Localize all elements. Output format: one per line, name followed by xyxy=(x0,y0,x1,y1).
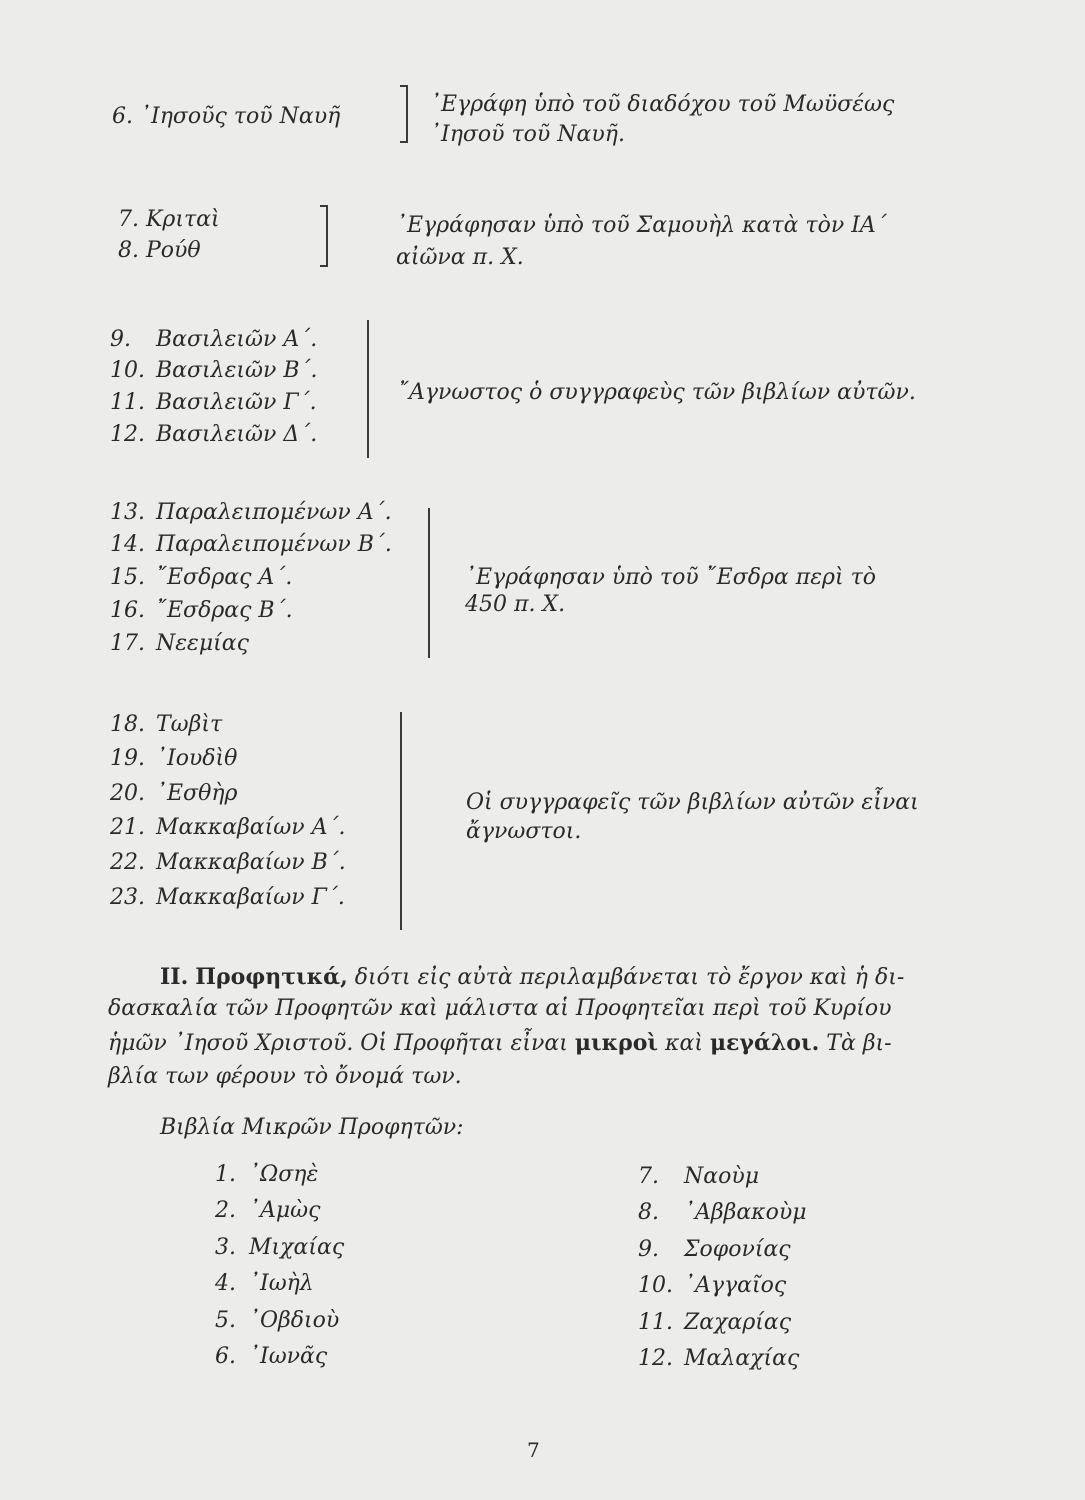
item-number: 14. xyxy=(110,532,145,557)
book-list-item xyxy=(110,565,292,591)
item-number: 12. xyxy=(638,1346,673,1371)
prophet-name: ᾿Αμὼς xyxy=(249,1198,321,1223)
section-numeral: ΙΙ. xyxy=(160,964,189,990)
item-number: 22. xyxy=(110,850,145,875)
prophet-list-item xyxy=(638,1310,791,1336)
book-list-item xyxy=(110,390,317,416)
item-number: 13. xyxy=(110,500,145,525)
book-list-item xyxy=(110,598,293,624)
prophet-name: Σοφονίας xyxy=(684,1237,791,1262)
group-note-line: 450 π. Χ. xyxy=(465,592,566,617)
prophet-list-item xyxy=(638,1346,799,1372)
prophet-list-item xyxy=(638,1200,807,1226)
item-title: Τωβὶτ xyxy=(156,712,223,737)
item-number: 12. xyxy=(110,422,145,447)
subheading: Βιβλία Μικρῶν Προφητῶν: xyxy=(160,1115,464,1140)
group-note-line: ἄγνωστοι. xyxy=(466,819,582,844)
item-title: Μακκαβαίων Β΄. xyxy=(156,850,346,875)
book-list-item xyxy=(110,746,237,772)
prophet-list-item xyxy=(215,1271,314,1297)
item-number: 15. xyxy=(110,565,145,590)
item-number: 18. xyxy=(110,712,145,737)
book-list-item xyxy=(110,712,222,738)
book-list-item xyxy=(110,500,392,526)
item-title: ᾿Εσθὴρ xyxy=(156,781,238,806)
prophet-name: Μιχαίας xyxy=(249,1235,345,1260)
item-number: 23. xyxy=(110,885,145,910)
book-list-item xyxy=(110,358,318,384)
group-note-line: ῎Αγνωστος ὁ συγγραφεὺς τῶν βιβλίων αὐτῶν. xyxy=(398,380,916,405)
item-title: Μακκαβαίων Α΄. xyxy=(156,815,346,840)
item-number: 3. xyxy=(215,1235,236,1260)
brace xyxy=(400,712,402,930)
item-number: 6. xyxy=(215,1344,236,1369)
emphasis-text: μικροὶ xyxy=(574,1030,659,1056)
brace xyxy=(428,508,430,658)
prophet-list-item xyxy=(215,1344,327,1370)
prophet-list-item xyxy=(215,1198,320,1224)
item-number: 1. xyxy=(215,1162,236,1187)
item-number: 4. xyxy=(215,1271,236,1296)
book-list-item xyxy=(118,238,201,264)
item-number: 11. xyxy=(110,390,145,415)
item-number: 7. xyxy=(118,207,139,232)
item-number: 11. xyxy=(638,1310,673,1335)
item-number: 2. xyxy=(215,1198,236,1223)
prophet-name: ᾿Οβδιοὺ xyxy=(249,1308,340,1333)
emphasis-text: μεγάλοι. xyxy=(709,1030,820,1056)
brace xyxy=(367,320,369,458)
item-number: 9. xyxy=(110,327,131,352)
prophet-list-item xyxy=(638,1273,786,1299)
book-list-item xyxy=(110,532,392,558)
book-list-item xyxy=(110,631,249,657)
group-note-line: ᾿Εγράφησαν ὑπὸ τοῦ Σαμουὴλ κατὰ τὸν ΙΑ΄ xyxy=(396,213,887,238)
item-number: 10. xyxy=(110,358,145,383)
group-note-line: Οἱ συγγραφεῖς τῶν βιβλίων αὐτῶν εἶναι xyxy=(466,790,919,815)
item-number: 7. xyxy=(638,1164,659,1189)
paragraph-text: δασκαλία τῶν Προφητῶν καὶ μάλιστα αἱ Προφητεῖαι περὶ τοῦ Κυρίου xyxy=(108,996,892,1021)
paragraph-line xyxy=(108,1030,892,1057)
item-title: Νεεμίας xyxy=(156,631,249,656)
prophet-list-item xyxy=(638,1237,791,1263)
group-note-line: ᾿Εγράφησαν ὑπὸ τοῦ ῎Εσδρα περὶ τὸ xyxy=(465,565,877,590)
paragraph-text: ἡμῶν ᾿Ιησοῦ Χριστοῦ. Οἱ Προφῆται εἶναι xyxy=(108,1031,568,1056)
section-heading-line xyxy=(160,964,904,991)
group-note-line: ᾿Εγράφη ὑπὸ τοῦ διαδόχου τοῦ Μωϋσέως xyxy=(430,92,895,117)
book-list-item xyxy=(110,327,317,353)
prophet-name: Ζαχαρίας xyxy=(684,1310,792,1335)
prophet-name: ᾿Ιωὴλ xyxy=(249,1271,314,1296)
item-title: ᾿Ιησοῦς τοῦ Ναυῆ xyxy=(140,104,341,129)
paragraph-text: Τὰ βι- xyxy=(826,1031,892,1056)
item-number: 16. xyxy=(110,598,145,623)
prophet-name: Μαλαχίας xyxy=(684,1346,800,1371)
prophet-name: ᾿Ιωνᾶς xyxy=(249,1344,328,1369)
book-list-item xyxy=(110,815,345,841)
prophet-name: ᾿Αγγαῖος xyxy=(684,1273,787,1298)
prophet-list-item xyxy=(215,1308,339,1334)
book-list-item xyxy=(118,207,220,233)
book-list-item xyxy=(110,422,317,448)
item-title: Μακκαβαίων Γ΄. xyxy=(156,885,345,910)
group-note-line: αἰῶνα π. Χ. xyxy=(396,245,524,270)
paragraph-text: βλία των φέρουν τὸ ὄνομά των. xyxy=(108,1064,462,1089)
section-heading: Προφητικά, xyxy=(195,964,348,990)
book-list-item xyxy=(110,885,345,911)
paragraph-text: καὶ xyxy=(665,1031,703,1056)
item-title: ᾿Ιουδὶθ xyxy=(156,746,238,771)
item-number: 17. xyxy=(110,631,145,656)
page-number: 7 xyxy=(527,1438,540,1462)
prophet-name: Ναοὺμ xyxy=(684,1164,760,1189)
brace xyxy=(320,205,328,267)
item-title: Βασιλειῶν Γ΄. xyxy=(156,390,317,415)
paragraph-text: διότι εἰς αὐτὰ περιλαμβάνεται τὸ ἔργον καὶ ἡ δι- xyxy=(354,965,905,990)
group-note-line: ᾿Ιησοῦ τοῦ Ναυῆ. xyxy=(430,122,625,147)
item-title: Βασιλειῶν Β΄. xyxy=(156,358,318,383)
book-list-item xyxy=(112,104,340,130)
item-title: ῎Εσδρας Β΄. xyxy=(156,598,293,623)
prophet-list-item xyxy=(215,1235,344,1261)
item-number: 8. xyxy=(118,238,139,263)
item-title: Κριταὶ xyxy=(146,207,220,232)
item-number: 8. xyxy=(638,1200,659,1225)
book-list-item xyxy=(110,781,237,807)
brace xyxy=(400,85,408,143)
item-number: 10. xyxy=(638,1273,673,1298)
item-number: 6. xyxy=(112,104,133,129)
item-title: Βασιλειῶν Δ΄. xyxy=(156,422,318,447)
prophet-list-item xyxy=(215,1162,318,1188)
item-number: 5. xyxy=(215,1308,236,1333)
item-number: 9. xyxy=(638,1237,659,1262)
item-number: 20. xyxy=(110,781,145,806)
item-title: Βασιλειῶν Α΄. xyxy=(156,327,318,352)
prophet-list-item xyxy=(638,1164,759,1190)
item-title: Παραλειπομένων Β΄. xyxy=(156,532,392,557)
prophet-name: ᾿Αββακοὺμ xyxy=(684,1200,807,1225)
item-title: Ρούθ xyxy=(146,238,201,263)
book-list-item xyxy=(110,850,346,876)
item-title: Παραλειπομένων Α΄. xyxy=(156,500,392,525)
prophet-name: ᾿Ωσηὲ xyxy=(249,1162,319,1187)
item-number: 19. xyxy=(110,746,145,771)
item-number: 21. xyxy=(110,815,145,840)
item-title: ῎Εσδρας Α΄. xyxy=(156,565,293,590)
